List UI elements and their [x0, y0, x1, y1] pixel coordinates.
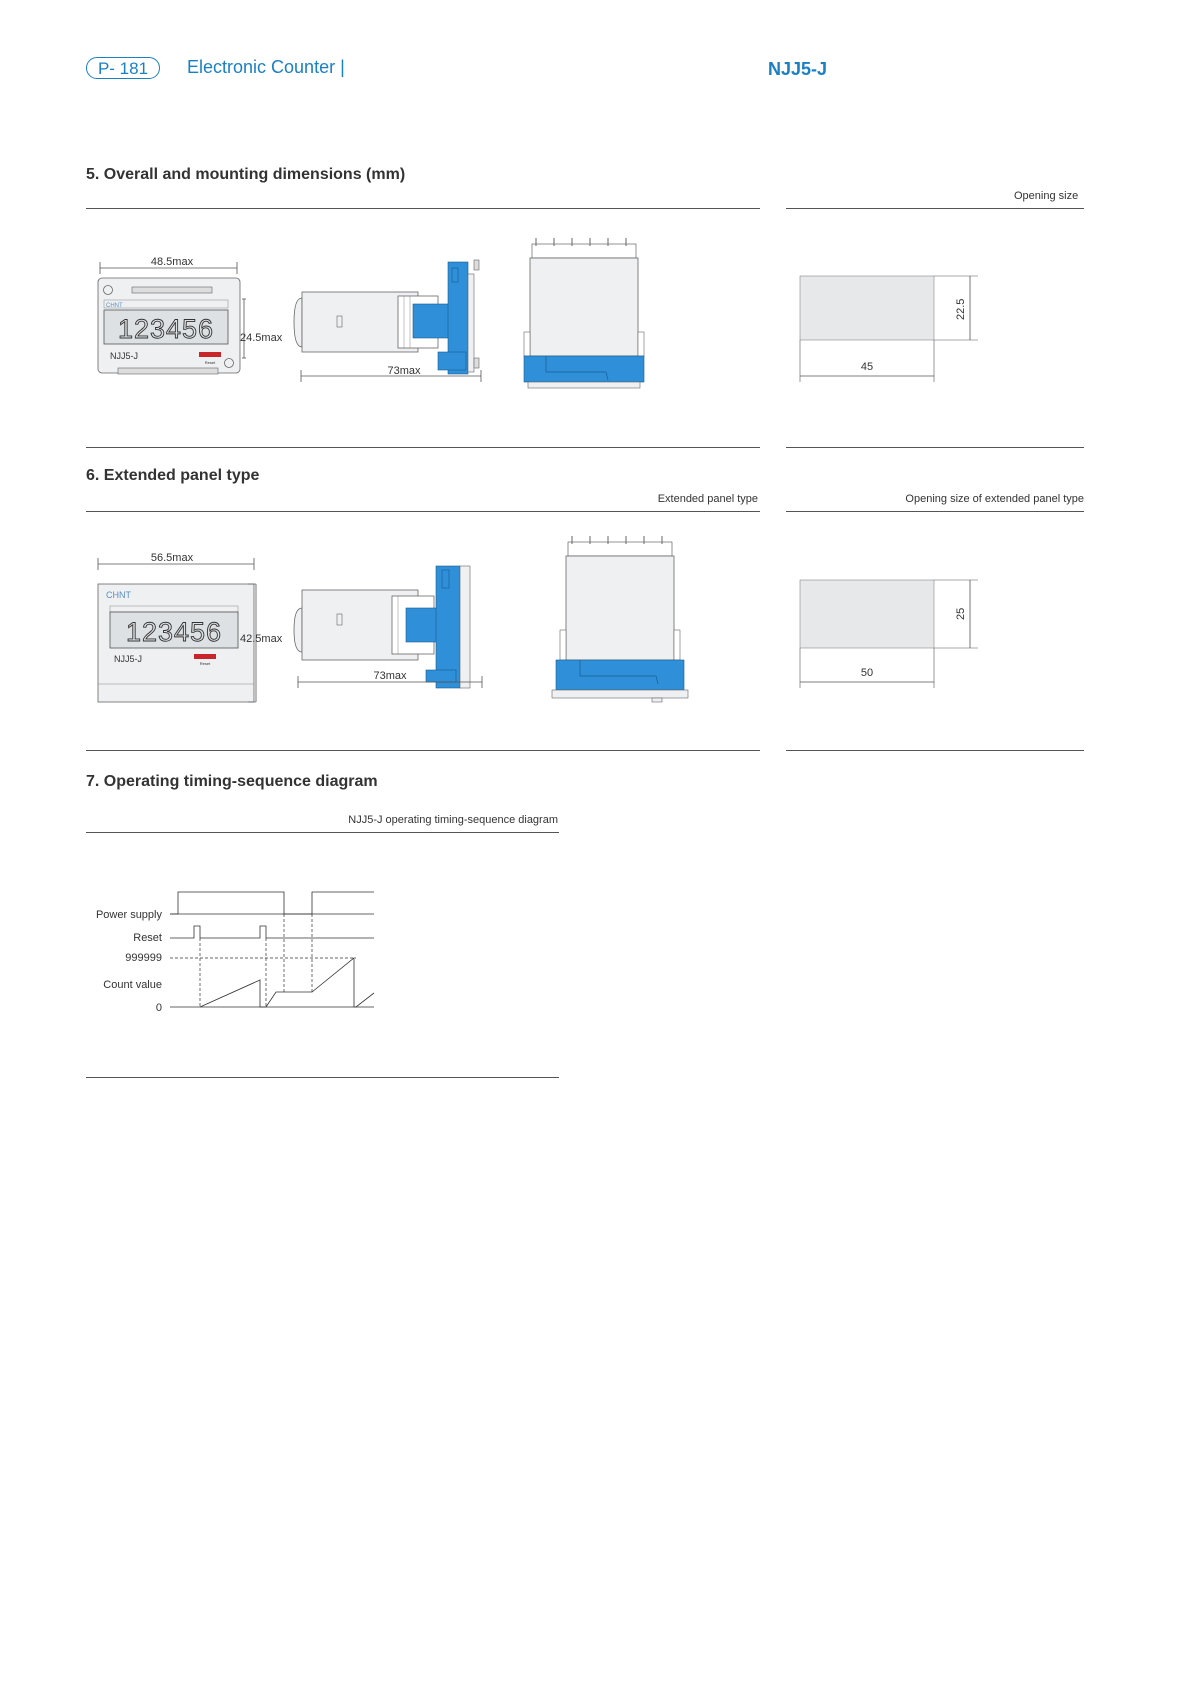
brand-logo: CHNT — [106, 590, 131, 600]
extended-opening-size-drawing — [800, 580, 978, 688]
divider — [786, 511, 1084, 512]
opening-size-caption: Opening size — [1014, 190, 1079, 202]
extended-front-width-dim: 56.5max — [150, 552, 194, 564]
divider — [86, 447, 760, 448]
count-value-waveform — [200, 958, 374, 1007]
section-6-title: 6. Extended panel type — [86, 467, 260, 484]
lcd-display-digits: 123456 — [125, 617, 223, 647]
max-count-label: 999999 — [125, 952, 162, 964]
timing-sequence-diagram — [86, 880, 406, 1030]
divider — [786, 208, 1084, 209]
extended-back-view-drawing — [552, 536, 688, 702]
power-supply-label: Power supply — [95, 909, 162, 921]
extended-panel-caption: Extended panel type — [657, 493, 758, 505]
divider — [786, 447, 1084, 448]
reset-button — [194, 654, 216, 659]
extended-opening-height-dim: 25 — [955, 607, 967, 620]
reset-label: Reset — [199, 661, 211, 666]
page-number-badge: P- 181 — [86, 57, 160, 79]
reset-button — [199, 352, 221, 357]
reset-waveform — [170, 926, 374, 938]
header-title: Electronic Counter | — [187, 57, 345, 77]
divider — [86, 750, 760, 751]
divider — [786, 750, 1084, 751]
power-supply-waveform — [170, 892, 374, 914]
divider — [86, 208, 760, 209]
extended-side-view-drawing — [294, 566, 482, 688]
back-view-drawing — [524, 238, 644, 388]
device-model-label: NJJ5-J — [110, 351, 139, 361]
count-value-label: Count value — [103, 979, 162, 991]
timing-diagram-caption: NJJ5-J operating timing-sequence diagram — [348, 814, 558, 826]
opening-size-drawing — [800, 276, 978, 382]
extended-front-height-dim: 42.5max — [240, 633, 283, 645]
front-height-dim: 24.5max — [240, 332, 283, 344]
divider — [86, 832, 559, 833]
side-length-dim: 73max — [387, 365, 421, 377]
section-5-title: 5. Overall and mounting dimensions (mm) — [86, 166, 406, 183]
header-model: NJJ5-J — [768, 59, 828, 79]
reset-signal-label: Reset — [133, 932, 162, 944]
divider — [86, 1077, 559, 1078]
section-5-drawings — [86, 232, 1086, 422]
section-6-drawings — [86, 532, 1086, 732]
divider — [86, 511, 760, 512]
reset-label: Reset — [204, 360, 216, 365]
opening-height-dim: 22.5 — [955, 298, 967, 320]
device-model-label: NJJ5-J — [114, 654, 143, 664]
brand-logo: CHNT — [106, 303, 123, 309]
opening-width-dim: 45 — [860, 361, 874, 373]
extended-opening-caption: Opening size of extended panel type — [905, 493, 1084, 505]
extended-front-view-drawing — [98, 552, 283, 702]
front-view-drawing — [98, 256, 283, 374]
extended-side-length-dim: 73max — [373, 670, 407, 682]
section-7-title: 7. Operating timing-sequence diagram — [86, 773, 378, 790]
front-width-dim: 48.5max — [150, 256, 194, 268]
zero-label: 0 — [155, 1002, 162, 1014]
lcd-display-digits: 123456 — [117, 314, 215, 344]
side-view-drawing — [294, 260, 481, 382]
extended-opening-width-dim: 50 — [860, 667, 874, 679]
